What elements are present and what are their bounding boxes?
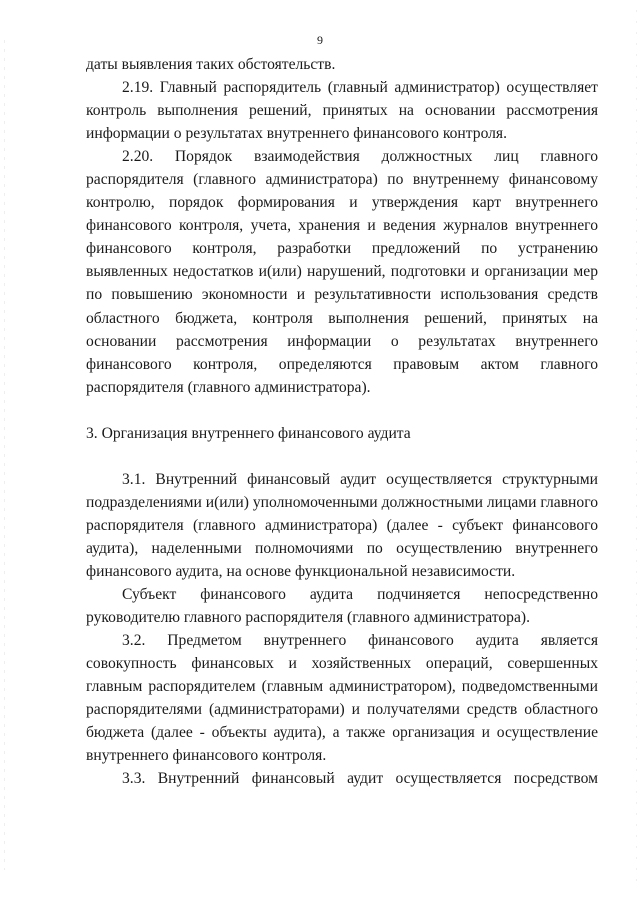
scan-edge-right xyxy=(636,10,637,890)
paragraph-3-1: 3.1. Внутренний финансовый аудит осуществляется структурными подразделениями и(или) уполномоченными должностными лицами главного распорядителя (главного администратора) (далее - субъект финансового аудита), наделенными полномочиями по осуществлению внутреннего финансового аудита, на основе функциональной независимости. xyxy=(86,470,598,580)
page-number: 9 xyxy=(317,33,323,47)
paragraph-subject-subordination: Субъект финансового аудита подчиняется непосредственно руководителю главного распорядителя (главного администратора). xyxy=(86,585,598,627)
paragraph-continuation: даты выявления таких обстоятельств. xyxy=(86,56,336,73)
paragraph-3-2: 3.2. Предметом внутреннего финансового аудита является совокупность финансовых и хозяйственных операций, совершенных главным распорядителем (главным администратором), подведомственными распорядителями (администраторами) и получателями средств областного бюджета (далее - объекты аудита), а также организация и осуществление внутреннего финансового контроля. xyxy=(86,632,598,765)
section-heading: 3. Организация внутреннего финансового аудита xyxy=(86,424,411,442)
paragraph-2-19: 2.19. Главный распорядитель (главный администратор) осуществляет контроль выполнения решений, принятых на основании рассмотрения информации о результатах внутреннего финансового контроля. xyxy=(86,79,598,143)
paragraph-2-20: 2.20. Порядок взаимодействия должностных лиц главного распорядителя (главного администратора) по внутреннему финансовому контролю, порядок формирования и утверждения карт внутреннего финансового контроля, учета, хранения и ведения журналов внутреннего финансового контроля, разработки предложений по устранению выявленных недостатков и(или) нарушений, подготовки и организации мер по повышению экономности и результативности использования средств областного бюджета, контроля выполнения решений, принятых на основании рассмотрения информации о результатах внутреннего финансового контроля, определяются правовым актом главного распорядителя (главного администратора). xyxy=(86,148,598,396)
scan-edge-left xyxy=(4,40,5,870)
paragraph-3-3: 3.3. Внутренний финансовый аудит осуществляется посредством xyxy=(122,770,598,788)
document-body xyxy=(86,53,598,790)
